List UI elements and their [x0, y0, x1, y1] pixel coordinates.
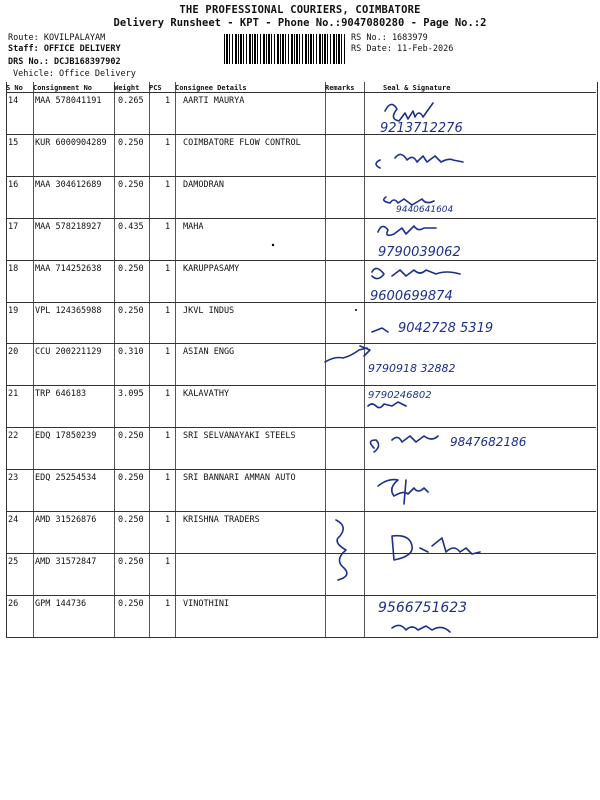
cell-consignee: MAHA	[183, 221, 204, 232]
cell-sno: 18	[8, 263, 19, 274]
runsheet-subtitle: Delivery Runsheet - KPT - Phone No.:9047080280 - Page No.:2	[113, 17, 487, 29]
cell-sno: 19	[8, 305, 19, 316]
cell-pcs: 1	[165, 556, 171, 567]
cell-weight: 0.250	[118, 556, 144, 567]
route-label: Route: KOVILPALAYAM	[8, 33, 106, 43]
cell-weight: 0.250	[118, 305, 144, 316]
cell-consignee: KRISHNA TRADERS	[183, 515, 260, 525]
header-remarks: Remarks	[325, 84, 355, 92]
cell-consignment: MAA 714252638	[35, 263, 102, 274]
runsheet-title: THE PROFESSIONAL COURIERS, COIMBATORE	[179, 4, 421, 16]
cell-consignee: SRI BANNARI AMMAN AUTO	[183, 473, 296, 484]
header-signature: Seal & Signature	[383, 84, 451, 92]
cell-sno: 21	[8, 389, 19, 400]
cell-sno: 15	[8, 137, 19, 148]
cell-weight: 0.250	[118, 598, 144, 609]
cell-sno: 24	[8, 515, 19, 525]
cell-pcs: 1	[165, 179, 171, 190]
cell-sno: 17	[8, 221, 19, 232]
header-pcs: PCS	[149, 84, 162, 92]
cell-pcs: 1	[165, 305, 171, 316]
cell-consignee: SRI SELVANAYAKI STEELS	[183, 431, 296, 442]
cell-consignee: VINOTHINI	[183, 598, 230, 609]
cell-pcs: 1	[165, 137, 171, 148]
cell-pcs: 1	[165, 221, 171, 232]
handwritten-phone-20: 9790918 32882	[368, 362, 456, 375]
cell-weight: 0.250	[118, 431, 144, 442]
cell-pcs: 1	[165, 263, 171, 274]
cell-consignment: MAA 578218927	[35, 221, 102, 232]
cell-consignee: ASIAN ENGG	[183, 347, 235, 358]
handwritten-phone-22: 9847682186	[450, 435, 527, 449]
header-sno: S No	[6, 84, 23, 92]
cell-sno: 25	[8, 556, 19, 567]
cell-pcs: 1	[165, 389, 171, 400]
cell-sno: 22	[8, 431, 19, 442]
cell-pcs: 1	[165, 473, 171, 484]
signature-scribble-22	[370, 436, 438, 452]
signature-scribble-26	[392, 625, 450, 632]
rs-date: RS Date: 11-Feb-2026	[351, 44, 454, 54]
cell-consignee: COIMBATORE FLOW CONTROL	[183, 137, 301, 148]
header-weight: Weight	[114, 84, 140, 92]
cell-sno: 20	[8, 347, 19, 358]
signature-scribble-24-25	[392, 536, 480, 560]
handwritten-phone-18: 9600699874	[370, 289, 453, 304]
rs-number: RS No.: 1683979	[351, 33, 428, 43]
signature-scribble-16	[384, 197, 434, 205]
cell-consignment: EDQ 25254534	[35, 473, 97, 484]
cell-sno: 23	[8, 473, 19, 484]
cell-consignment: GPM 144736	[35, 598, 87, 609]
cell-consignee: KARUPPASAMY	[183, 263, 240, 274]
cell-consignment: TRP 646183	[35, 389, 87, 400]
handwritten-phone-16: 9440641604	[396, 205, 454, 215]
cell-weight: 0.250	[118, 179, 144, 190]
cell-consignee: JKVL INDUS	[183, 305, 235, 316]
cell-pcs: 1	[165, 515, 171, 525]
cell-sno: 14	[8, 96, 19, 106]
cell-weight: 0.250	[118, 515, 144, 525]
cell-consignee: KALAVATHY	[183, 389, 230, 400]
handwritten-phone-17: 9790039062	[378, 245, 461, 260]
arrow-mark-20	[325, 346, 370, 362]
signature-scribble-21	[368, 402, 406, 408]
cell-consignee: DAMODRAN	[183, 179, 224, 190]
cell-consignee: AARTI MAURYA	[183, 96, 245, 106]
cell-pcs: 1	[165, 96, 171, 106]
signature-scribble-15	[376, 154, 463, 168]
cell-consignment: CCU 200221129	[35, 347, 102, 358]
header-consignment: Consignment No	[33, 84, 93, 92]
cell-consignment: AMD 31572847	[35, 556, 97, 567]
signature-scribble-17	[378, 226, 436, 235]
cell-sno: 16	[8, 179, 19, 190]
cell-weight: 0.250	[118, 137, 144, 148]
cell-pcs: 1	[165, 431, 171, 442]
arrow-mark-19	[372, 328, 388, 332]
drs-number: DRS No.: DCJB168397902	[8, 57, 121, 67]
cell-weight: 0.435	[118, 221, 144, 232]
cell-consignment: MAA 578041191	[35, 96, 102, 106]
signature-scribble-23	[378, 480, 428, 504]
handwritten-phone-21: 9790246802	[368, 390, 432, 401]
vehicle-label: Vehicle: Office Delivery	[13, 69, 136, 79]
cell-weight: 0.250	[118, 263, 144, 274]
cell-sno: 26	[8, 598, 19, 609]
cell-consignment: AMD 31526876	[35, 515, 97, 525]
signature-scribble-14	[385, 103, 433, 121]
cell-pcs: 1	[165, 598, 171, 609]
signature-scribble-18	[372, 268, 460, 278]
bracket-mark	[336, 520, 347, 580]
handwritten-phone-14: 9213712276	[380, 121, 463, 136]
cell-pcs: 1	[165, 347, 171, 358]
cell-consignment: MAA 304612689	[35, 179, 102, 190]
cell-weight: 3.095	[118, 389, 144, 400]
stray-mark	[355, 309, 357, 311]
stray-mark	[272, 244, 274, 246]
cell-weight: 0.250	[118, 473, 144, 484]
header-consignee: Consignee Details	[175, 84, 247, 92]
cell-weight: 0.310	[118, 347, 144, 358]
cell-weight: 0.265	[118, 96, 144, 106]
handwritten-phone-26: 9566751623	[378, 600, 468, 616]
cell-consignment: KUR 6000904289	[35, 137, 107, 148]
cell-consignment: VPL 124365988	[35, 305, 102, 316]
staff-label: Staff: OFFICE DELIVERY	[8, 44, 121, 54]
cell-consignment: EDQ 17850239	[35, 431, 97, 442]
handwritten-phone-19: 9042728 5319	[398, 321, 494, 336]
